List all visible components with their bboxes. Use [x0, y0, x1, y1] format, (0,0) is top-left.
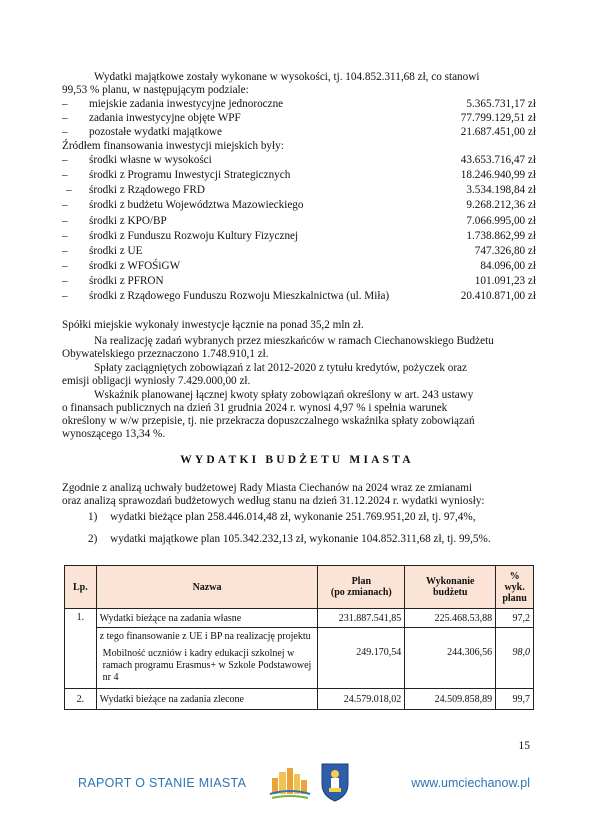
source-label: środki z Rządowego Funduszu Rozwoju Mieszkalnictwa (ul. Miła)	[89, 290, 390, 302]
para-companies: Spółki miejskie wykonały inwestycje łącznie na ponad 35,2 mln zł.	[62, 319, 364, 331]
numbered-item	[88, 510, 476, 524]
col-header-lp: Lp.	[65, 566, 97, 609]
source-item	[62, 198, 536, 212]
budget-table	[64, 565, 534, 710]
source-amount: 1.738.862,99 zł	[466, 230, 536, 242]
source-label: środki z Rządowego FRD	[89, 184, 205, 196]
cell-exec: 225.468.53,88	[405, 609, 496, 628]
source-item	[62, 244, 536, 258]
source-item	[62, 153, 536, 167]
cell-sub-exec: 244.306,56	[405, 644, 496, 689]
split-item-amount: 77.799.129,51 zł	[460, 112, 536, 124]
intro-line-1: Wydatki majątkowe zostały wykonane w wysokości, tj. 104.852.311,68 zł, co stanowi	[94, 71, 480, 83]
list-dash: –	[62, 98, 68, 110]
para-ratio-line-3: określony w w/w przepisie, tj. nie przekracza dopuszczalnego wskaźnika spłaty zobowiązań	[62, 415, 475, 427]
cell-pct: 99,7	[496, 689, 534, 710]
source-amount: 84.096,00 zł	[480, 260, 536, 272]
split-item-label: pozostałe wydatki majątkowe	[89, 126, 222, 138]
list-dash: –	[62, 112, 68, 124]
para-debt-line-1: Spłaty zaciągniętych zobowiązań z lat 2012-2020 z tytułu kredytów, pożyczek oraz	[94, 362, 467, 374]
numbered-item-number: 2)	[88, 533, 98, 545]
analysis-line-2: oraz analizą sprawozdań budżetowych według stanu na dzień 31.12.2024 r. wydatki wyniosły:	[62, 495, 485, 507]
source-item	[62, 289, 536, 303]
numbered-item-text: wydatki majątkowe plan 105.342.232,13 zł, wykonanie 104.852.311,68 zł, tj. 99,5%.	[110, 533, 491, 545]
table-row	[65, 609, 534, 628]
source-item	[62, 229, 536, 243]
source-amount: 3.534.198,84 zł	[466, 184, 536, 196]
source-label: środki z KPO/BP	[89, 215, 167, 227]
col-header-pct: % wyk. planu	[496, 566, 534, 609]
source-label: środki z budżetu Województwa Mazowieckiego	[89, 199, 304, 211]
cell-lp: 1.	[65, 609, 97, 689]
cell-plan: 24.579.018,02	[318, 689, 405, 710]
cell-sub-pct: 98,0	[496, 644, 534, 689]
para-ratio-line-4: wynoszącego 13,34 %.	[62, 428, 166, 440]
source-label: środki z PFRON	[89, 275, 164, 287]
source-label: środki własne w wysokości	[89, 154, 212, 166]
cell-name: Wydatki bieżące na zadania własne	[96, 609, 318, 628]
source-amount: 43.653.716,47 zł	[460, 154, 536, 166]
source-label: środki z UE	[89, 245, 143, 257]
para-ratio-line-2: o finansach publicznych na dzień 31 grudnia 2024 r. wynosi 4,97 % i spełnia warunek	[62, 402, 448, 414]
table-row	[65, 689, 534, 710]
para-sbo-line-1: Na realizację zadań wybranych przez mieszkańców w ramach Ciechanowskiego Budżetu	[94, 335, 494, 347]
source-amount: 9.268.212,36 zł	[466, 199, 536, 211]
coat-of-arms-icon	[320, 762, 350, 802]
list-dash: –	[62, 154, 68, 166]
table-row	[65, 644, 534, 689]
list-dash: –	[62, 126, 68, 138]
numbered-item-number: 1)	[88, 511, 98, 523]
list-dash: –	[62, 275, 68, 287]
report-logo	[268, 764, 312, 802]
page-footer	[0, 770, 594, 806]
footer-brand: RAPORT O STANIE MIASTA	[78, 776, 247, 790]
cell-sub-plan: 249.170,54	[318, 644, 405, 689]
split-item	[62, 125, 536, 139]
para-sbo-line-2: Obywatelskiego przeznaczono 1.748.910,1 zł.	[62, 348, 269, 360]
source-amount: 7.066.995,00 zł	[466, 215, 536, 227]
analysis-line-1: Zgodnie z analizą uchwały budżetowej Rady Miasta Ciechanów na 2024 wraz ze zmianami	[62, 482, 473, 494]
source-item	[62, 274, 536, 288]
source-amount: 20.410.871,00 zł	[460, 290, 536, 302]
split-item-amount: 21.687.451,00 zł	[460, 126, 536, 138]
source-label: środki z WFOŚiGW	[89, 260, 181, 272]
cell-sub-intro: z tego finansowanie z UE i BP na realizację projektu	[96, 628, 318, 645]
cell-name: Wydatki bieżące na zadania zlecone	[96, 689, 318, 710]
section-heading: WYDATKI BUDŻETU MIASTA	[180, 454, 414, 466]
footer-website-link[interactable]: www.umciechanow.pl	[411, 776, 530, 790]
list-dash: –	[62, 169, 68, 181]
numbered-item	[88, 532, 491, 546]
table-row	[65, 628, 534, 645]
intro-line-2: 99,53 % planu, w następującym podziale:	[62, 84, 249, 96]
source-amount: 18.246.940,99 zł	[460, 169, 536, 181]
source-item	[62, 214, 536, 228]
source-amount: 747.326,80 zł	[474, 245, 536, 257]
split-item-label: miejskie zadania inwestycyjne jednoroczne	[89, 98, 284, 110]
numbered-item-text: wydatki bieżące plan 258.446.014,48 zł, wykonanie 251.769.951,20 zł, tj. 97,4%,	[110, 511, 476, 523]
page-number: 15	[518, 740, 530, 752]
source-label: środki z Programu Inwestycji Strategicznych	[89, 169, 291, 181]
table-header-row	[65, 566, 534, 609]
cell-exec: 24.509.858,89	[405, 689, 496, 710]
cell-plan: 231.887.541,85	[318, 609, 405, 628]
list-dash: –	[66, 184, 72, 196]
split-item	[62, 111, 536, 125]
cell-pct: 97,2	[496, 609, 534, 628]
split-item	[62, 97, 536, 111]
col-header-plan: Plan (po zmianach)	[318, 566, 405, 609]
cell-sub-name: Mobilność uczniów i kadry edukacji szkolnej w ramach programu Erasmus+ w Szkole Podstawowej nr 4	[96, 644, 318, 689]
para-ratio-line-1: Wskaźnik planowanej łącznej kwoty spłaty zobowiązań określony w art. 243 ustawy	[94, 389, 474, 401]
list-dash: –	[62, 245, 68, 257]
cell-lp: 2.	[65, 689, 97, 710]
list-dash: –	[62, 215, 68, 227]
list-dash: –	[62, 199, 68, 211]
source-item	[62, 168, 536, 182]
source-amount: 101.091,23 zł	[474, 275, 536, 287]
sources-intro: Źródłem finansowania inwestycji miejskich były:	[62, 140, 284, 152]
source-label: środki z Funduszu Rozwoju Kultury Fizycznej	[89, 230, 299, 242]
col-header-exec: Wykonanie budżetu	[405, 566, 496, 609]
split-item-amount: 5.365.731,17 zł	[466, 98, 536, 110]
para-debt-line-2: emisji obligacji wyniosły 7.429.000,00 zł.	[62, 375, 251, 387]
list-dash: –	[62, 230, 68, 242]
list-dash: –	[62, 290, 68, 302]
split-item-label: zadania inwestycyjne objęte WPF	[89, 112, 241, 124]
list-dash: –	[62, 260, 68, 272]
source-item	[62, 183, 536, 197]
col-header-name: Nazwa	[96, 566, 318, 609]
source-item	[62, 259, 536, 273]
